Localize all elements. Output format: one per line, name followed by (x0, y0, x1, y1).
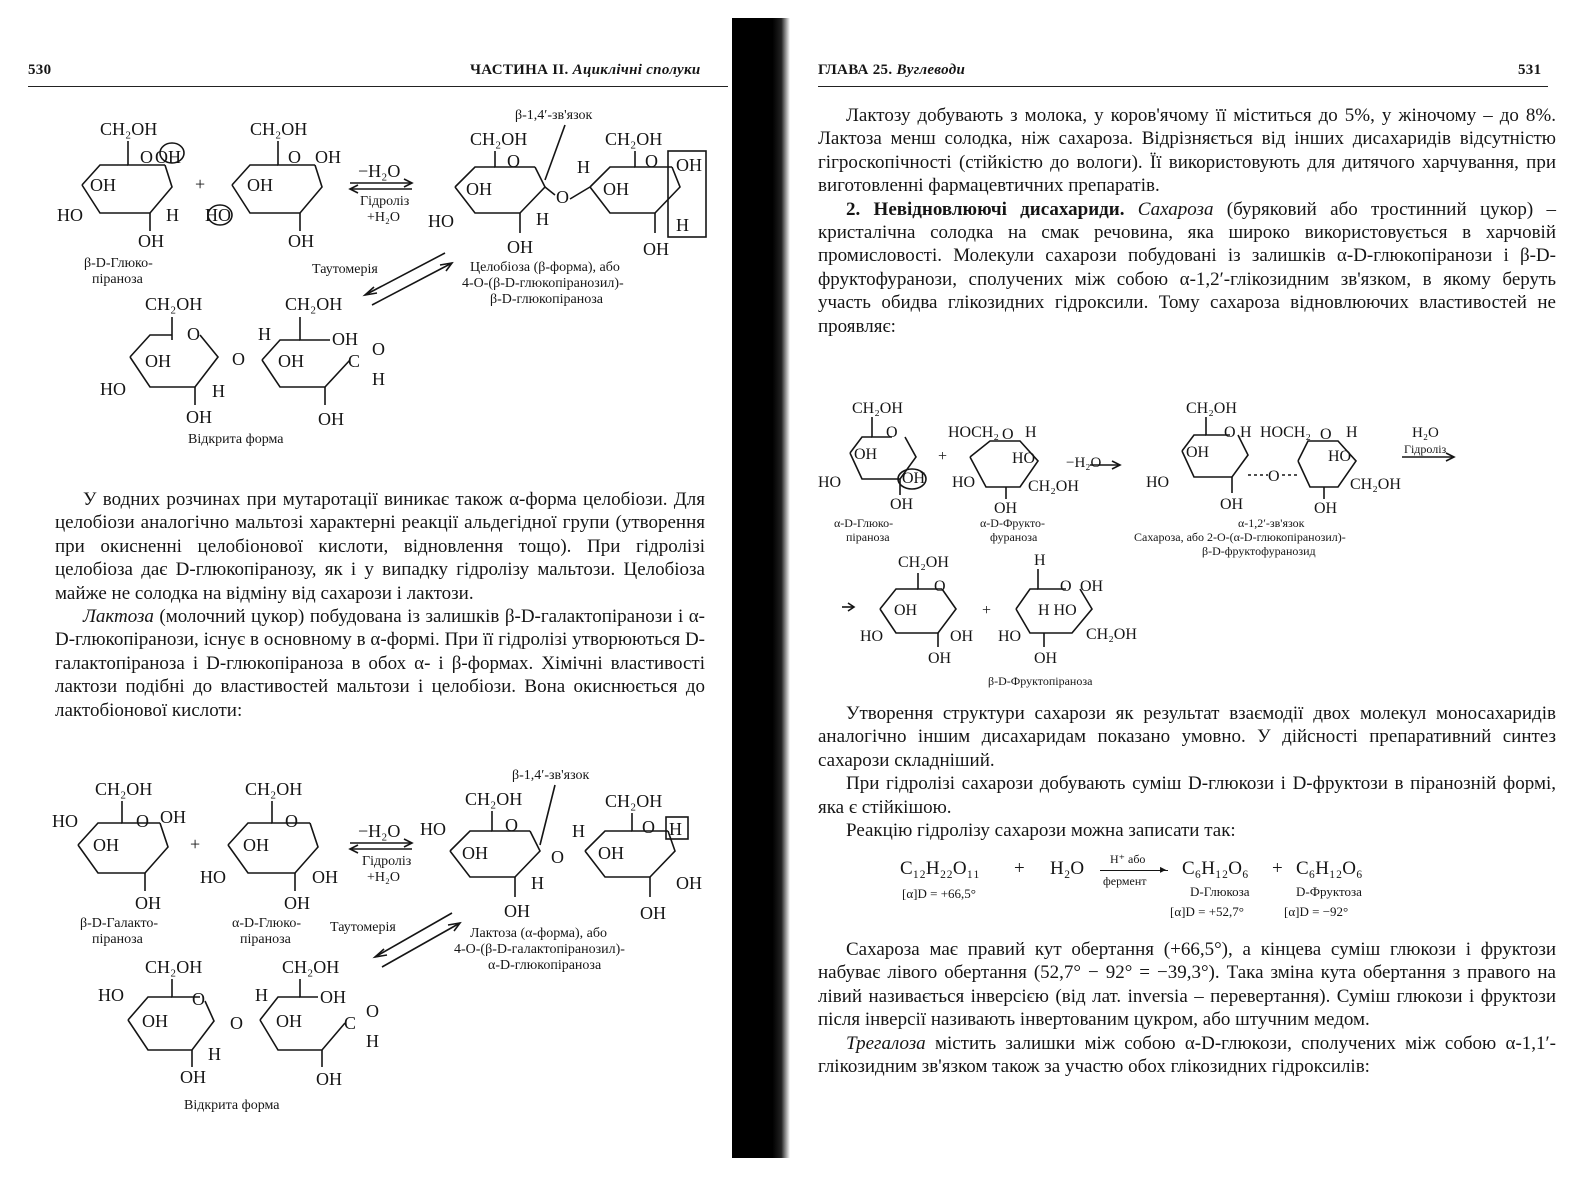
svg-text:CH₂OH: CH₂OH (250, 119, 308, 139)
svg-text:OH: OH (180, 1067, 206, 1087)
svg-text:H: H (212, 381, 225, 401)
svg-text:CH₂OH: CH₂OH (145, 294, 203, 314)
scheme2-caption-product-1: Лактоза (α-форма), або (470, 926, 607, 941)
svg-text:O: O (230, 1013, 243, 1033)
svg-text:HO: HO (1328, 448, 1352, 465)
svg-text:H: H (1025, 424, 1037, 441)
eq-product-fructose: C₆H₁₂O₆ (1296, 858, 1363, 879)
cellobiose-paragraph: У водних розчинах при мутаротації виникає також α-форма целобіози. Для целобіози аналогічно мальтозі характерні реакції альдегідної групи (утворення при окисненні целобіонової кислоти, відновлення тощо). При гідролізі целобіоза дає D-глюкопіранозу, як і у випадку гідролізу мальтози. Целобіоза майже не солодка на відміну від сахарози і лактози. (55, 489, 705, 604)
scheme2-caption-product-3: α-D-глюкопіраноза (488, 958, 602, 973)
svg-text:OH: OH (186, 407, 212, 427)
scheme3-water: H₂O (1412, 425, 1439, 441)
svg-text:OH: OH (603, 179, 629, 199)
svg-text:CH₂OH: CH₂OH (465, 789, 523, 809)
scheme1-caption-product-3: β-D-глюкопіраноза (490, 292, 603, 307)
svg-text:OH: OH (288, 231, 314, 251)
scheme1-plus-water: +H₂O (367, 210, 400, 225)
svg-text:OH: OH (598, 843, 624, 863)
svg-text:C: C (344, 1013, 357, 1033)
left-running-head-part: ЧАСТИНА II. (470, 62, 569, 78)
svg-text:+: + (982, 602, 992, 619)
svg-text:O: O (140, 147, 153, 167)
eq-product-glucose: C₆H₁₂O₆ (1182, 858, 1249, 879)
svg-text:O: O (192, 989, 205, 1009)
section-heading: 2. Невідновлюючі дисахариди. (846, 198, 1125, 220)
svg-text:OH: OH (145, 351, 171, 371)
svg-text:H: H (531, 873, 544, 893)
svg-text:O: O (187, 324, 200, 344)
svg-text:OH: OH (462, 843, 488, 863)
svg-text:HO: HO (420, 819, 446, 839)
svg-text:O: O (934, 578, 946, 595)
sucrose-scheme (790, 395, 1580, 695)
svg-text:CH₂OH: CH₂OH (95, 779, 153, 799)
scheme1-bond-label: β-1,4′-зв'язок (515, 108, 593, 123)
svg-text:H: H (1034, 552, 1046, 569)
svg-text:CH₂OH: CH₂OH (285, 294, 343, 314)
scheme3-caption-fructo-1: α-D-Фрукто- (980, 516, 1046, 530)
left-head-rule (28, 86, 728, 87)
scheme3-minus-water: −H₂O (1066, 455, 1102, 471)
scheme3-caption-bond: α-1,2′-зв'язок (1238, 516, 1305, 530)
scheme2-caption-galacto-2: піраноза (92, 932, 143, 947)
svg-text:O: O (232, 349, 245, 369)
scheme3-caption-fructo-2: фураноза (990, 530, 1038, 544)
svg-text:OH: OH (315, 147, 341, 167)
svg-text:OH: OH (332, 329, 358, 349)
svg-text:H: H (258, 324, 271, 344)
trehalose-paragraph (818, 1032, 1556, 1079)
svg-text:OH: OH (928, 650, 952, 667)
scheme3-caption-gluco-1: α-D-Глюко- (834, 516, 894, 530)
svg-text:OH: OH (93, 835, 119, 855)
svg-text:H: H (366, 1031, 379, 1051)
inversion-paragraph: Сахароза має правий кут обертання (+66,5°), а кінцева суміш глюкози і фруктози набуває лівого обертання (52,7° − 92° = −39,3°). Така зміна кута обертання з правого на лівий називається інверсією (від лат. inversia – перевертання). Суміш глюкози і фруктози після інверсії називають інвертованим цукром, або штучним медом. (818, 939, 1556, 1031)
left-running-head (470, 62, 701, 79)
scheme3-caption-sucrose-1: Сахароза, або 2-О-(α-D-глюкопіранозил)- (1134, 530, 1346, 544)
svg-text:O: O (136, 811, 149, 831)
svg-text:O: O (1002, 426, 1014, 443)
eq-arrow-head: ▸ (1160, 862, 1167, 876)
left-running-head-title: Ациклічні сполуки (572, 62, 701, 78)
cellobiose-open-form (100, 294, 385, 429)
scheme2-caption-open: Відкрита форма (184, 1098, 280, 1113)
eq-rot-sucrose: [α]D = +66,5° (902, 886, 976, 901)
svg-text:O: O (886, 424, 898, 441)
svg-text:O: O (366, 1001, 379, 1021)
svg-text:O: O (1268, 468, 1280, 485)
svg-text:OH: OH (142, 1011, 168, 1031)
scheme1-minus-water: −H₂O (358, 161, 401, 181)
svg-text:O: O (645, 151, 658, 171)
svg-text:OH: OH (676, 155, 702, 175)
scheme2-caption-gluco-2: піраноза (240, 932, 291, 947)
svg-text:OH: OH (318, 409, 344, 429)
svg-text:CH₂OH: CH₂OH (1028, 478, 1079, 495)
svg-text:CH₂OH: CH₂OH (282, 957, 340, 977)
svg-text:O: O (551, 847, 564, 867)
svg-text:O: O (285, 811, 298, 831)
svg-text:H: H (577, 157, 590, 177)
synthesis-paragraph: Утворення структури сахарози як результат взаємодії двох молекул моносахаридів аналогічно іншим дисахаридам показано умовно. У дійсності препаративний синтез сахарози складніший. (818, 703, 1556, 771)
svg-text:CH₂OH: CH₂OH (605, 791, 663, 811)
hydrolysis-equation (900, 852, 1520, 928)
svg-text:CH₂OH: CH₂OH (898, 554, 949, 571)
cellobiose-scheme (0, 95, 735, 455)
right-text-block-3 (818, 938, 1556, 1078)
svg-text:CH₂OH: CH₂OH (145, 957, 203, 977)
svg-text:OH: OH (902, 470, 926, 487)
svg-text:HOCH₂: HOCH₂ (948, 424, 999, 441)
eq-arrow-line (1100, 870, 1168, 871)
svg-text:OH: OH (994, 500, 1018, 517)
scheme1-caption-glucose-1: β-D-Глюко- (84, 256, 153, 271)
galactopyranose-ring (52, 779, 186, 913)
svg-text:+: + (195, 174, 206, 194)
svg-text:O: O (642, 817, 655, 837)
eq-rot-fructose: [α]D = −92° (1284, 904, 1349, 919)
hydrolysis-paragraph: При гідролізі сахарози добувають суміш D-глюкози і D-фруктози в піранозній формі, яка є стійкішою. (818, 773, 1556, 818)
right-text-block-2 (818, 702, 1556, 842)
svg-text:CH₂OH: CH₂OH (605, 129, 663, 149)
scheme2-caption-product-2: 4-О-(β-D-галактопіранозил)- (454, 942, 625, 957)
svg-text:O: O (1320, 426, 1332, 443)
svg-text:H: H (166, 205, 179, 225)
eq-name-glucose: D-Глюкоза (1190, 884, 1250, 899)
svg-text:HO: HO (998, 628, 1022, 645)
left-page-number: 530 (28, 62, 52, 78)
left-page (0, 0, 735, 1191)
right-head-rule (818, 86, 1548, 87)
scheme2-bond-label: β-1,4′-зв'язок (512, 768, 590, 783)
svg-text:+: + (190, 834, 201, 854)
svg-text:H: H (1240, 424, 1252, 441)
equation-intro-paragraph: Реакцію гідролізу сахарози можна записати так: (846, 820, 1236, 842)
svg-text:HO: HO (1146, 474, 1170, 491)
eq-arrow-bottom: фермент (1103, 874, 1147, 888)
scheme2-plus-water: +H₂O (367, 870, 400, 885)
left-text-block-1 (55, 488, 705, 722)
eq-reactant-sucrose: C₁₂H₂₂O₁₁ (900, 858, 980, 879)
scheme3-caption-sucrose-2: β-D-фруктофуранозид (1202, 544, 1316, 558)
sucrose-paragraph (818, 198, 1556, 338)
svg-text:H: H (536, 209, 549, 229)
scheme1-caption-product-2: 4-О-(β-D-глюкопіранозил)- (462, 276, 624, 291)
svg-text:OH: OH (640, 903, 666, 923)
svg-text:OH: OH (1186, 444, 1210, 461)
svg-text:OH: OH (247, 175, 273, 195)
scheme1-caption-product-1: Целобіоза (β-форма), або (470, 260, 620, 275)
svg-text:H: H (255, 985, 268, 1005)
sucrose-paragraph-text: (буряковий або тростинний цукор) – кристалічна солодка на смак речовина, яка широко використовується в харчовій промисловості. Молекули сахарози побудовані із залишків α-D-глюкопіранози і β-D-фруктофуранози, сполучених між собою α-1,2′-глікозидним зв'язком, в якому беруть участь обидва глікозидних гідроксили. Тому сахароза відновлюючих властивостей не проявляє: (818, 198, 1557, 337)
svg-text:O: O (1224, 424, 1236, 441)
scheme2-hydrolysis: Гідроліз (362, 854, 412, 869)
svg-text:HO: HO (57, 205, 83, 225)
eq-rot-glucose: [α]D = +52,7° (1170, 904, 1244, 919)
eq-arrow-top: H⁺ або (1110, 852, 1146, 866)
scheme1-caption-glucose-2: піраноза (92, 272, 143, 287)
svg-text:O: O (507, 151, 520, 171)
svg-text:HOCH₂: HOCH₂ (1260, 424, 1311, 441)
scheme1-tautomeria: Таутомерія (312, 262, 378, 277)
svg-text:O: O (288, 147, 301, 167)
lactose-molecule (420, 789, 702, 923)
svg-text:OH: OH (950, 628, 974, 645)
svg-text:O: O (1060, 578, 1072, 595)
glucopyranose-ring-1 (57, 119, 184, 251)
svg-text:CH₂OH: CH₂OH (1350, 476, 1401, 493)
svg-text:H: H (572, 821, 585, 841)
book-gutter-shadow (732, 18, 790, 1158)
svg-text:OH: OH (504, 901, 530, 921)
cellobiose-molecule (428, 129, 706, 259)
svg-text:CH₂OH: CH₂OH (100, 119, 158, 139)
scheme2-caption-gluco-1: α-D-Глюко- (232, 916, 302, 931)
alpha-glucopyranose-sucrose (818, 400, 926, 513)
scheme2-caption-galacto-1: β-D-Галакто- (80, 916, 159, 931)
svg-text:OH: OH (1220, 496, 1244, 513)
svg-text:OH: OH (155, 147, 181, 167)
svg-text:OH: OH (160, 807, 186, 827)
svg-text:O: O (556, 187, 569, 207)
lactose-term: Лактоза (83, 606, 154, 628)
svg-text:OH: OH (676, 873, 702, 893)
right-page (790, 0, 1580, 1191)
svg-text:OH: OH (320, 987, 346, 1007)
glucopyranose-ring-2 (205, 119, 341, 251)
svg-text:OH: OH (284, 893, 310, 913)
svg-text:OH: OH (276, 1011, 302, 1031)
svg-text:+: + (938, 448, 948, 465)
eq-plus-1: + (1014, 858, 1025, 879)
svg-text:HO: HO (1012, 450, 1036, 467)
svg-text:HO: HO (952, 474, 976, 491)
svg-text:CH₂OH: CH₂OH (470, 129, 528, 149)
svg-text:HO: HO (52, 811, 78, 831)
svg-text:HO: HO (98, 985, 124, 1005)
eq-plus-2: + (1272, 858, 1283, 879)
svg-text:OH: OH (643, 239, 669, 259)
svg-text:O: O (372, 339, 385, 359)
lactose-uses-paragraph: Лактозу добувають з молока, у коров'ячому її міститься до 5%, у жіночому – до 8%. Лактоза менш солодка, ніж сахароза. Відрізняється від інших дисахаридів відсутністю гігроскопічності (стійкістю до вологи). Її використовують для дитячого харчування, при виготовленні фармацевтичних препаратів. (818, 105, 1556, 197)
svg-text:HO: HO (428, 211, 454, 231)
eq-reactant-water: H₂O (1050, 858, 1085, 879)
scheme3-caption-fructopyranose: β-D-Фруктопіраноза (988, 674, 1093, 688)
svg-text:OH: OH (243, 835, 269, 855)
lactose-scheme (0, 765, 735, 1125)
svg-text:CH₂OH: CH₂OH (1086, 626, 1137, 643)
scheme2-minus-water: −H₂O (358, 821, 401, 841)
svg-text:O: O (505, 815, 518, 835)
right-running-head-title: Вуглеводи (896, 62, 966, 78)
svg-text:OH: OH (278, 351, 304, 371)
svg-text:OH: OH (1034, 650, 1058, 667)
lactose-paragraph (55, 605, 705, 722)
lactose-open-form (98, 957, 379, 1089)
svg-text:OH: OH (138, 231, 164, 251)
svg-text:OH: OH (135, 893, 161, 913)
svg-text:HO: HO (205, 205, 231, 225)
svg-text:HO: HO (860, 628, 884, 645)
svg-text:OH: OH (890, 496, 914, 513)
svg-text:CH₂OH: CH₂OH (245, 779, 303, 799)
eq-name-fructose: D-Фруктоза (1296, 884, 1362, 899)
svg-text:H: H (208, 1044, 221, 1064)
svg-text:CH₂OH: CH₂OH (1186, 400, 1237, 417)
svg-text:H: H (676, 215, 689, 235)
svg-text:C: C (348, 351, 361, 371)
lactose-paragraph-text: (молочний цукор) побудована із залишків β-D-галактопіранози і α-D-глюкопіранози, існує в основному в α-формі. При її гідролізі утворюються D-галактопіраноза і D-глюкопіраноза в обох α- і β-формах. Хімічні властивості лактози подібні до властивостей мальтози і целобіози. Вона окиснюється до лактобіонової кислоти: (55, 606, 706, 721)
glucopyranose-product (860, 554, 974, 667)
svg-text:OH: OH (1080, 578, 1104, 595)
scheme2-tautomeria: Таутомерія (330, 920, 396, 935)
svg-text:HO: HO (818, 474, 842, 491)
svg-text:HO: HO (100, 379, 126, 399)
svg-text:OH: OH (316, 1069, 342, 1089)
svg-text:HO: HO (200, 867, 226, 887)
svg-text:CH₂OH: CH₂OH (852, 400, 903, 417)
right-running-head-part: ГЛАВА 25. (818, 62, 893, 78)
sucrose-term: Сахароза (1137, 198, 1214, 220)
svg-text:H HO: H HO (1038, 602, 1077, 619)
scheme1-hydrolysis: Гідроліз (360, 194, 410, 209)
trehalose-paragraph-text: містить залишки між собою α-D-глюкози, сполучених між собою α-1,1′-глікозидним зв'язком також за участю обох глікозидних гідроксилів: (818, 1032, 1556, 1078)
beta-fructopyranose-product (998, 552, 1137, 667)
scheme3-caption-gluco-2: піраноза (846, 530, 890, 544)
alpha-glucopyranose-ring (200, 779, 338, 913)
svg-text:OH: OH (507, 237, 533, 257)
svg-text:OH: OH (1314, 500, 1338, 517)
right-page-number: 531 (1518, 62, 1542, 78)
scheme1-caption-open: Відкрита форма (188, 432, 284, 447)
svg-text:H: H (669, 819, 682, 839)
svg-text:OH: OH (312, 867, 338, 887)
alpha-fructofuranose (948, 424, 1079, 517)
sucrose-molecule (1146, 400, 1401, 517)
svg-text:H: H (1346, 424, 1358, 441)
right-text-block-1 (818, 104, 1556, 338)
svg-text:OH: OH (466, 179, 492, 199)
svg-text:OH: OH (894, 602, 918, 619)
trehalose-term: Трегалоза (846, 1032, 926, 1054)
scheme3-hydrolysis: Гідроліз (1404, 442, 1447, 456)
svg-text:H: H (372, 369, 385, 389)
svg-text:OH: OH (854, 446, 878, 463)
svg-text:OH: OH (90, 175, 116, 195)
right-running-head (818, 62, 965, 79)
